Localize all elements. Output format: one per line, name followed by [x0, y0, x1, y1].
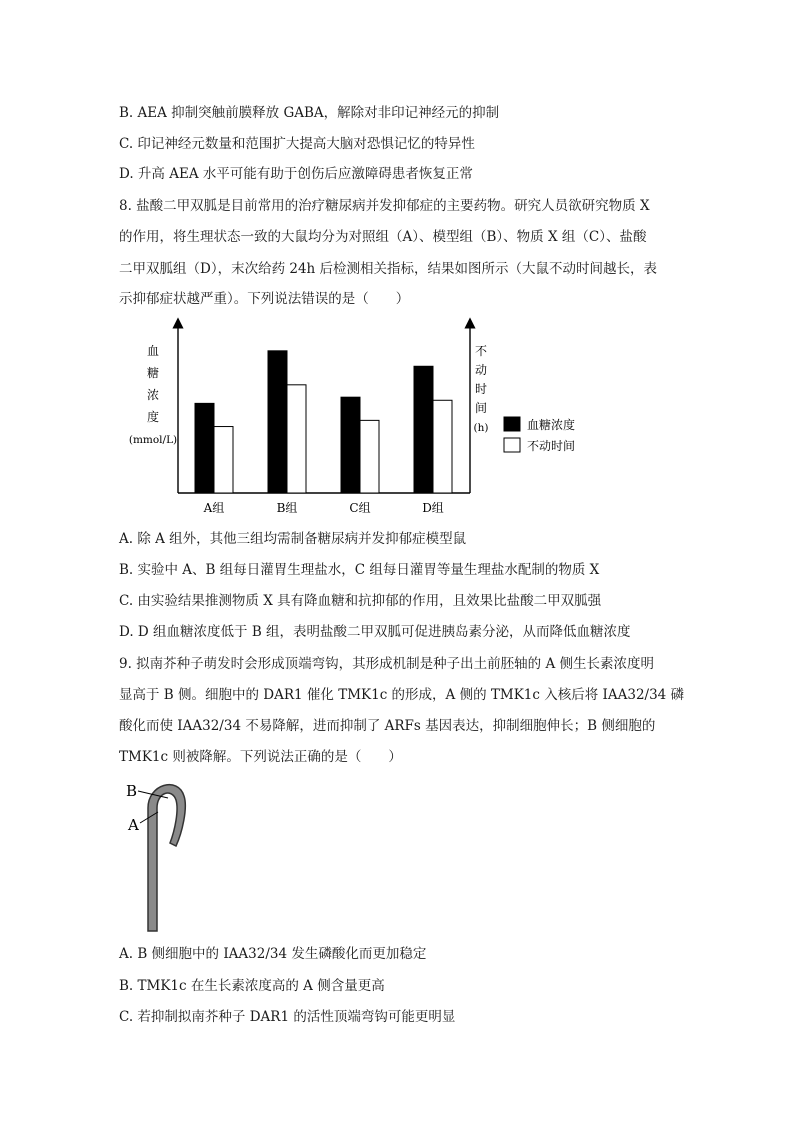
legend-label: 不动时间 — [527, 439, 576, 453]
left-axis-label-part: (mmol/L) — [128, 434, 178, 446]
q8-stem-line-3: 二甲双胍组（D），末次给药 24h 后检测相关指标，结果如图所示（大鼠不动时间越长，表 — [119, 261, 658, 277]
q9-option-c: C. 若抑制拟南芥种子 DAR1 的活性顶端弯钩可能更明显 — [119, 1009, 456, 1025]
right-axis-label — [474, 344, 489, 434]
q8-stem-line-1: 8. 盐酸二甲双胍是目前常用的治疗糖尿病并发抑郁症的主要药物。研究人员欲研究物质 X — [119, 198, 650, 214]
chart-x-labels — [203, 501, 444, 515]
right-axis-label-part: 不 — [474, 344, 488, 358]
label-a: A — [128, 816, 139, 834]
q8-option-a: A. 除 A 组外，其他三组均需制备糖尿病并发抑郁症模型鼠 — [119, 531, 467, 547]
left-axis-label-part: 血 — [146, 344, 160, 358]
q8-stem-line-4: 示抑郁症状越严重）。下列说法错误的是（ ） — [119, 291, 410, 307]
left-axis-label — [129, 344, 177, 446]
bar-immobility-time-2 — [287, 385, 306, 493]
q8-stem-line-2: 的作用，将生理状态一致的大鼠均分为对照组（A）、模型组（B）、物质 X 组（C）、盐酸 — [119, 229, 647, 245]
q9-stem-line-1: 9. 拟南芥种子萌发时会形成顶端弯钩，其形成机制是种子出土前胚轴的 A 侧生长素浓度明 — [119, 656, 655, 672]
legend-swatch — [504, 417, 520, 431]
bar-blood-glucose-4 — [414, 366, 433, 493]
label-b: B — [126, 782, 138, 800]
left-axis-label-part: 度 — [146, 410, 160, 424]
q9-option-a: A. B 侧细胞中的 IAA32/34 发生磷酸化而更加稳定 — [119, 946, 427, 962]
q9-option-b: B. TMK1c 在生长素浓度高的 A 侧含量更高 — [119, 978, 385, 994]
q9-stem-line-2: 显高于 B 侧。细胞中的 DAR1 催化 TMK1c 的形成，A 侧的 TMK1c 入核后将 IAA32/34 磷 — [119, 687, 685, 703]
bar-blood-glucose-3 — [341, 397, 360, 493]
q8-option-c: C. 由实验结果推测物质 X 具有降血糖和抗抑郁的作用，且效果比盐酸二甲双胍强 — [119, 593, 602, 609]
bar-chart — [110, 315, 610, 520]
legend-swatch — [504, 438, 520, 452]
right-axis-label-part: 动 — [474, 363, 488, 377]
x-tick-label: C组 — [349, 501, 371, 515]
apical-hook-figure — [118, 778, 218, 938]
x-tick-label: D组 — [422, 501, 444, 515]
x-tick-label: A组 — [203, 501, 225, 515]
bar-immobility-time-4 — [433, 400, 452, 493]
q7-option-c: C. 印记神经元数量和范围扩大提高大脑对恐惧记忆的特异性 — [119, 136, 475, 152]
legend-label: 血糖浓度 — [527, 418, 576, 432]
bar-blood-glucose-2 — [268, 351, 287, 493]
x-tick-label: B组 — [276, 501, 298, 515]
chart-legend — [504, 417, 575, 453]
left-axis-label-part: 浓 — [146, 388, 160, 402]
q9-stem-line-3: 酸化而使 IAA32/34 不易降解，进而抑制了 ARFs 基因表达，抑制细胞伸长；B 侧细胞的 — [119, 718, 656, 734]
q7-option-b: B. AEA 抑制突触前膜释放 GABA，解除对非印记神经元的抑制 — [119, 105, 500, 121]
bar-blood-glucose-1 — [195, 403, 214, 493]
hypocotyl-hook-shape — [148, 785, 185, 931]
q7-option-d: D. 升高 AEA 水平可能有助于创伤后应激障碍患者恢复正常 — [119, 166, 473, 182]
q8-option-b: B. 实验中 A、B 组每日灌胃生理盐水，C 组每日灌胃等量生理盐水配制的物质 X — [119, 562, 600, 578]
left-axis-label-part: 糖 — [146, 366, 160, 380]
bar-immobility-time-3 — [360, 420, 379, 493]
right-axis-label-part: 间 — [474, 401, 488, 415]
right-axis-label-part: (h) — [473, 422, 489, 434]
right-axis-label-part: 时 — [474, 382, 488, 396]
q9-stem-line-4: TMK1c 则被降解。下列说法正确的是（ ） — [119, 749, 402, 765]
q8-option-d: D. D 组血糖浓度低于 B 组，表明盐酸二甲双胍可促进胰岛素分泌，从而降低血糖浓度 — [119, 624, 631, 640]
chart-bars — [195, 351, 452, 493]
bar-immobility-time-1 — [214, 427, 233, 493]
